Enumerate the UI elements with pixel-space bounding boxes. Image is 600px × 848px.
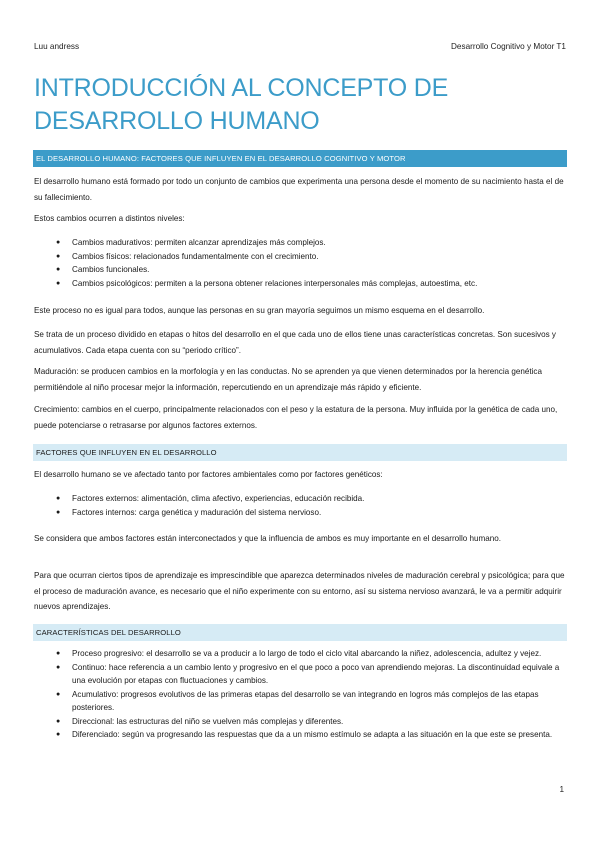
bullet-icon: ●	[56, 239, 61, 246]
bullet-icon: ●	[56, 508, 61, 516]
list-item: ● Cambios funcionales.	[34, 263, 569, 277]
list-item: ● Cambios psicológicos: permiten a la persona obtener relaciones interpersonales más complejas, autoestima, etc.	[34, 277, 569, 291]
bullet-icon: ●	[56, 266, 61, 273]
paragraph-interconnected: Se considera que ambos factores están interconectados y que la influencia de ambos es muy importante en el desarrollo humano.	[34, 534, 502, 543]
section-heading-desarrollo-humano: EL DESARROLLO HUMANO: FACTORES QUE INFLUYEN EN EL DESARROLLO COGNITIVO Y MOTOR	[33, 150, 567, 167]
paragraph-intro: El desarrollo humano está formado por todo un conjunto de cambios que experimenta una persona desde el momento de su nacimiento hasta el de su fallecimiento.	[34, 177, 564, 202]
list-item: ● Direccional: las estructuras del niño se vuelven más complejas y diferentes.	[34, 715, 569, 729]
page-title: INTRODUCCIÓN AL CONCEPTO DE DESARROLLO HUMANO	[34, 74, 449, 135]
bullet-icon: ●	[56, 717, 61, 725]
list-item: ● Diferenciado: según va progresando las respuestas que da a un mismo estímulo se adapta a las situación en la que este se presenta.	[34, 728, 569, 742]
header-course: Desarrollo Cognitivo y Motor T1	[451, 42, 566, 51]
factors-list	[34, 492, 569, 519]
levels-list	[34, 236, 569, 290]
bullet-icon: ●	[56, 663, 61, 671]
bullet-icon: ●	[56, 690, 61, 698]
header-author: Luu andress	[34, 42, 80, 51]
section-heading-caracteristicas: CARACTERÍSTICAS DEL DESARROLLO	[33, 624, 567, 641]
paragraph-maduracion: Maduración: se producen cambios en la morfología y en las conductas. No se aprenden ya que vienen determinados por la herencia genética permitiéndole al niño procesar mejor la información, repercutiendo en un aprendizaje más rápido y eficiente.	[34, 367, 542, 392]
bullet-icon: ●	[56, 731, 61, 738]
bullet-icon: ●	[56, 279, 61, 287]
paragraph-process: Este proceso no es igual para todos, aunque las personas en su gran mayoría seguimos un mismo esquema en el desarrollo.	[34, 306, 485, 315]
list-item: ● Continuo: hace referencia a un cambio lento y progresivo en el que poco a poco van aprendiendo mejoras. La discontinuidad equivale a una evolución por etapas con fluctuaciones y cambios.	[56, 662, 560, 685]
list-item: ● Factores internos: carga genética y maduración del sistema nervioso.	[34, 506, 569, 520]
paragraph-levels-intro: Estos cambios ocurren a distintos niveles:	[34, 214, 185, 223]
paragraph-stages: Se trata de un proceso dividido en etapas o hitos del desarrollo en el que cada uno de ellos tiene unas características concretas. Son sucesivos y acumulativos. Cada etapa cuenta con su “periodo crítico”.	[34, 330, 556, 355]
paragraph-crecimiento: Crecimiento: cambios en el cuerpo, principalmente relacionados con el peso y la estatura de la persona. Muy influida por la genética de cada uno, puede potenciarse o retrasarse por algunos factores externos.	[34, 405, 558, 430]
characteristics-list	[34, 647, 569, 742]
list-item: ● Cambios físicos: relacionados fundamentalmente con el crecimiento.	[34, 250, 569, 264]
bullet-icon: ●	[56, 650, 61, 657]
list-item: ● Cambios madurativos: permiten alcanzar aprendizajes más complejos.	[34, 236, 569, 250]
paragraph-learning: Para que ocurran ciertos tipos de aprendizaje es imprescindible que aparezca determinados niveles de maduración cerebral y psicológica; para que el proceso de maduración avance, es necesario que el niño experimente con su entorno, así su sistema nervioso avanzará, le va a permitir adquirir nuevos aprendizajes.	[34, 571, 565, 611]
section-heading-factores: FACTORES QUE INFLUYEN EN EL DESARROLLO	[33, 444, 567, 461]
paragraph-factors-intro: El desarrollo humano se ve afectado tanto por factores ambientales como por factores genéticos:	[34, 470, 383, 479]
bullet-icon: ●	[56, 495, 61, 502]
page-number: 1	[559, 785, 564, 794]
list-item: ● Factores externos: alimentación, clima afectivo, experiencias, educación recibida.	[34, 492, 569, 506]
list-item: ● Acumulativo: progresos evolutivos de las primeras etapas del desarrollo se van integrando en logros más complejos de las etapas posteriores.	[56, 689, 539, 712]
bullet-icon: ●	[56, 252, 61, 260]
list-item: ● Proceso progresivo: el desarrollo se va a producir a lo largo de todo el ciclo vital abarcando la niñez, adolescencia, adultez y vejez.	[34, 647, 569, 661]
